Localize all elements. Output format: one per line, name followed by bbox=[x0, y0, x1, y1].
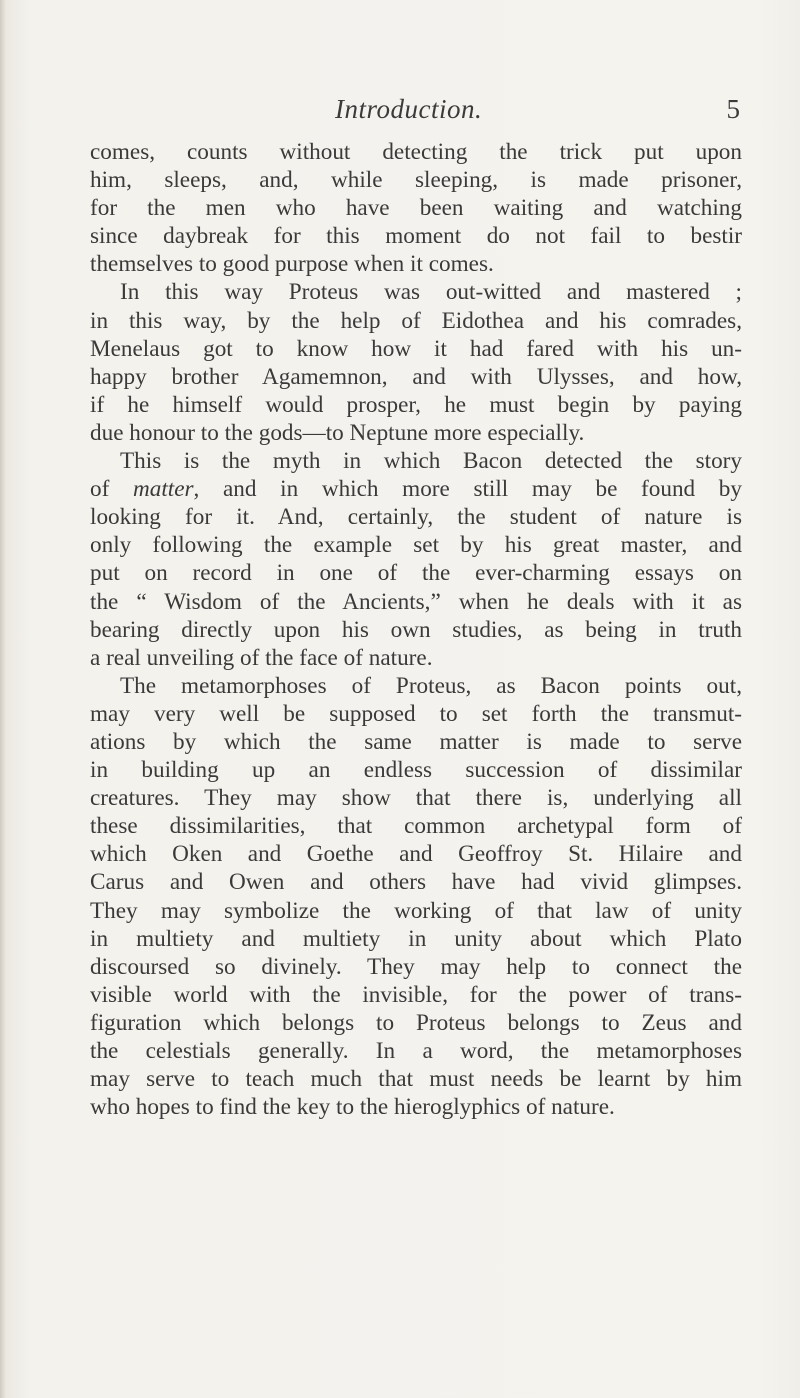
paragraph-start-line: In this way Proteus was out-witted and mastered ; bbox=[120, 279, 742, 306]
paragraph-start-line: The metamorphoses of Proteus, as Bacon points out, bbox=[120, 672, 742, 699]
text-line: the celestials generally. In a word, the metamorphoses bbox=[90, 1038, 742, 1064]
text-line: Menelaus got to know how it had fared with his un- bbox=[90, 335, 742, 362]
text-line: in this way, by the help of Eidothea and his comrades, bbox=[90, 307, 742, 334]
text-line: Carus and Owen and others have had vivid glimpses. bbox=[90, 869, 742, 896]
text-line: themselves to good purpose when it comes. bbox=[90, 251, 494, 278]
text-line: looking for it. And, certainly, the student of nature is bbox=[90, 504, 742, 531]
text-line: may serve to teach much that must needs be learnt by him bbox=[90, 1066, 742, 1093]
text-line: put on record in one of the ever-charming essays on bbox=[90, 560, 742, 587]
text-line: him, sleeps, and, while sleeping, is made prisoner, bbox=[90, 167, 742, 194]
text-line: a real unveiling of the face of nature. bbox=[90, 644, 433, 671]
text-line: in building up an endless succession of dissimilar bbox=[90, 757, 742, 784]
text-line: happy brother Agamemnon, and with Ulysses, and how, bbox=[90, 363, 742, 390]
text-line: comes, counts without detecting the trick put upon bbox=[90, 139, 742, 165]
text-line: which Oken and Goethe and Geoffroy St. Hilaire and bbox=[90, 841, 742, 868]
paragraph-start-line: This is the myth in which Bacon detected the story bbox=[120, 448, 742, 475]
text-line: ations by which the same matter is made to serve bbox=[90, 728, 742, 755]
text-line: the “ Wisdom of the Ancients,” when he deals with it as bbox=[90, 588, 742, 615]
text-line: in multiety and multiety in unity about which Plato bbox=[90, 925, 742, 952]
text-line: only following the example set by his great master, and bbox=[90, 532, 742, 559]
text-line: since daybreak for this moment do not fail to bestir bbox=[90, 223, 742, 250]
page-gutter-shadow bbox=[0, 0, 6, 1398]
text-line: who hopes to find the key to the hieroglyphics of nature. bbox=[90, 1094, 615, 1121]
text-line: figuration which belongs to Proteus belongs to Zeus and bbox=[90, 1009, 742, 1036]
running-title: Introduction. bbox=[335, 94, 483, 124]
text-line: visible world with the invisible, for the power of trans- bbox=[90, 981, 742, 1008]
text-line: discoursed so divinely. They may help to connect the bbox=[90, 953, 742, 980]
text-fragment: of bbox=[90, 476, 133, 503]
text-line: They may symbolize the working of that law of unity bbox=[90, 897, 742, 924]
text-line: due honour to the gods—to Neptune more especially. bbox=[90, 419, 585, 446]
body-text bbox=[90, 138, 742, 1121]
text-line: bearing directly upon his own studies, as being in truth bbox=[90, 616, 742, 643]
text-line bbox=[90, 475, 742, 503]
page-number: 5 bbox=[726, 94, 740, 124]
text-line: creatures. They may show that there is, underlying all bbox=[90, 785, 742, 812]
running-head bbox=[90, 94, 740, 134]
text-fragment: , and in which more still may be found by bbox=[193, 476, 742, 503]
italic-word-matter: matter bbox=[132, 476, 194, 503]
text-line: for the men who have been waiting and watching bbox=[90, 195, 742, 222]
text-line: if he himself would prosper, he must begin by paying bbox=[90, 391, 742, 418]
text-line: these dissimilarities, that common archetypal form of bbox=[90, 813, 742, 840]
text-line: may very well be supposed to set forth the transmut- bbox=[90, 700, 742, 727]
